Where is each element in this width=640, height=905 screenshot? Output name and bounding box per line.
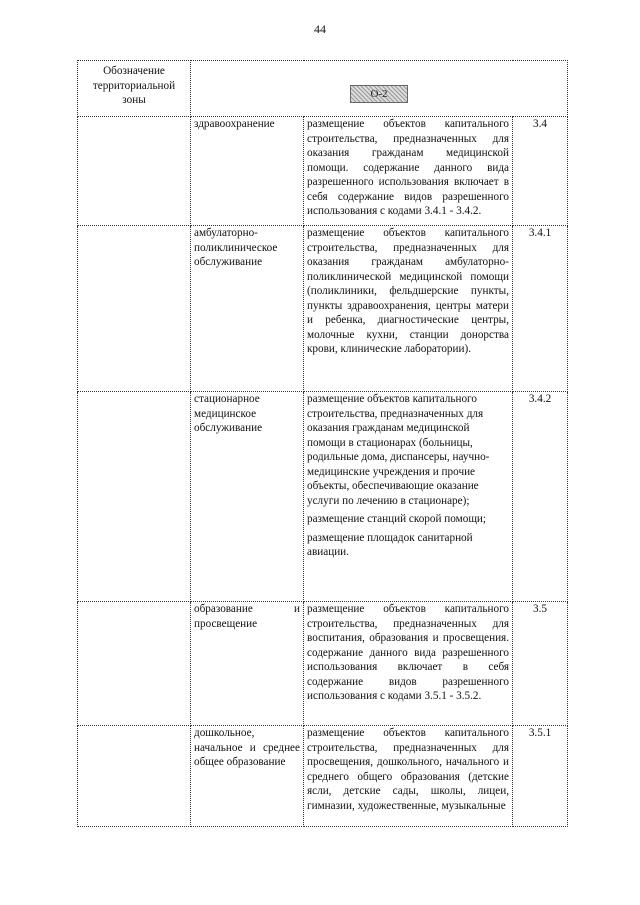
use-code: 3.4 [513,117,568,226]
use-code: 3.4.1 [513,226,568,392]
zone-code-badge: О-2 [350,85,408,103]
use-code: 3.4.2 [513,392,568,602]
zone-label: Обозначение территориальной зоны [92,65,176,106]
zone-label-cell [78,61,191,117]
use-code: 3.5 [513,602,568,726]
description-paragraph: размещение станций скорой помощи; [307,513,487,525]
table-row [78,117,568,226]
empty-zone-cell [78,226,191,392]
zone-code-cell [191,61,568,117]
use-name: стационарное медицинское обслуживание [191,392,304,602]
use-description [304,226,513,392]
header-row [78,61,568,117]
table-row [78,226,568,392]
description-paragraph: размещение объектов капитального строительства, предназначенных для оказания гражданам амбулаторно-поликлинической медицинской помощи (поликлиники, фельдшерские пункты, пункты здравоохранения, центры матери и ребенка, диагностические центры, молочные кухни, станции донорства крови, клинические лаборатории). [307,227,509,355]
use-code: 3.5.1 [513,726,568,827]
table-row [78,602,568,726]
use-name: образование и просвещение [191,602,304,726]
use-name: дошкольное, начальное и среднее общее образование [191,726,304,827]
zoning-table [77,60,568,827]
empty-zone-cell [78,602,191,726]
description-paragraph: размещение объектов капитального строительства, предназначенных для просвещения, дошкольного, начального и среднего общего образования (детские ясли, детские сады, школы, лицеи, гимназии, художественные, музыкальные [307,727,509,812]
use-description [304,602,513,726]
use-name: здравоохранение [191,117,304,226]
description-paragraph: размещение объектов капитального строительства, предназначенных для оказания гражданам медицинской помощи в стационарах (больницы, родильные дома, диспансеры, научно-медицинские учреждения и прочие объекты, обеспечивающие оказание услуги по лечению в стационаре); [307,393,490,507]
empty-zone-cell [78,726,191,827]
page-number: 44 [314,22,326,36]
description-paragraph: размещение объектов капитального строительства, предназначенных для воспитания, образования и просвещения. содержание данного вида разрешенного использования включает в себя содержание видов разрешенного использования с кодами 3.5.1 - 3.5.2. [307,603,509,702]
use-description [304,117,513,226]
use-description [304,726,513,827]
description-paragraph: размещение объектов капитального строительства, предназначенных для оказания гражданам медицинской помощи. содержание данного вида разрешенного использования включает в себя содержание видов разрешенного использования с кодами 3.4.1 - 3.4.2. [307,118,509,217]
empty-zone-cell [78,392,191,602]
empty-zone-cell [78,117,191,226]
table-row [78,392,568,602]
use-description [304,392,513,602]
use-name: амбулаторно-поликлиническое обслуживание [191,226,304,392]
table-row [78,726,568,827]
description-paragraph: размещение площадок санитарной авиации. [307,531,473,558]
